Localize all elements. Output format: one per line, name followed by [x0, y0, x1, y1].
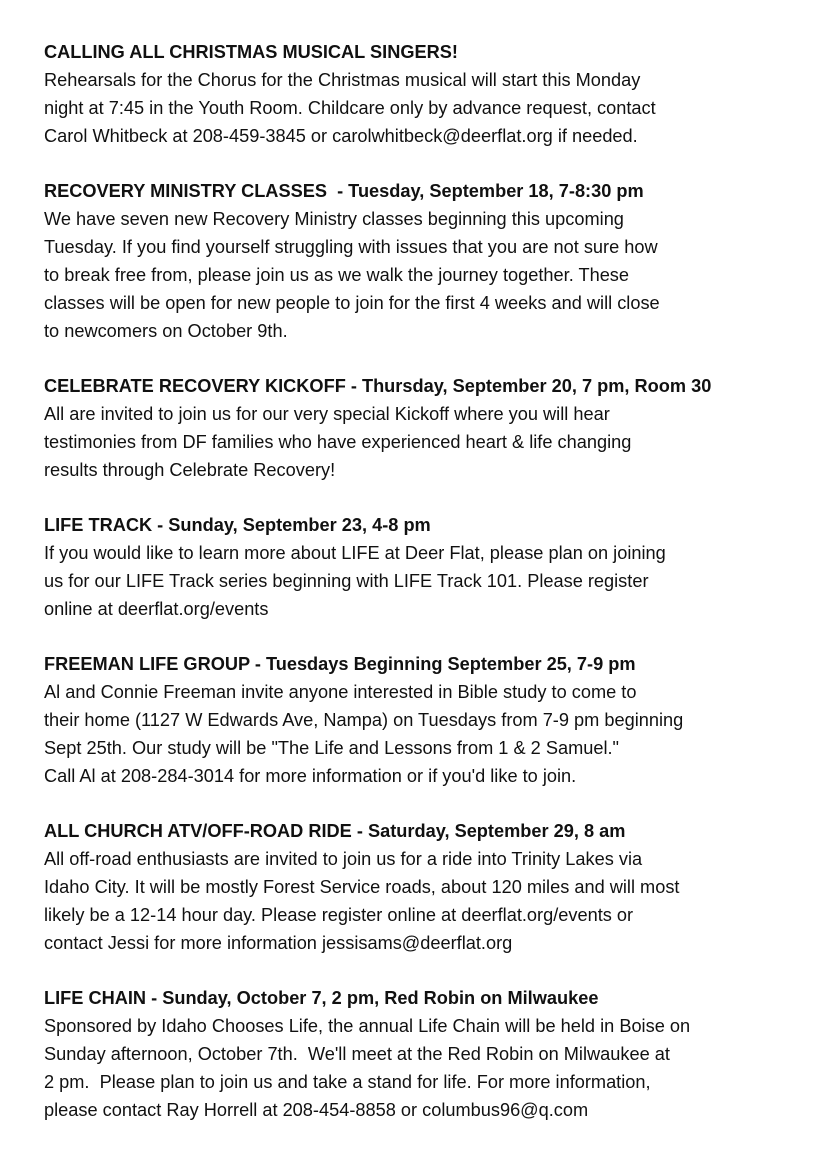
announcement-text-line: All off-road enthusiasts are invited to join us for a ride into Trinity Lakes via [44, 849, 643, 869]
announcement-text-line: Al and Connie Freeman invite anyone interested in Bible study to come to [44, 682, 637, 702]
announcement-text-line: Sunday afternoon, October 7th. We'll meet at the Red Robin on Milwaukee at [44, 1044, 670, 1064]
announcements-page [44, 38, 804, 1151]
announcement-text-line: 2 pm. Please plan to join us and take a stand for life. For more information, [44, 1072, 651, 1092]
announcement-celebrate-recovery [44, 372, 804, 484]
announcement-text-line: Rehearsals for the Chorus for the Christmas musical will start this Monday [44, 70, 641, 90]
announcement-text-line: Idaho City. It will be mostly Forest Service roads, about 120 miles and will most [44, 877, 680, 897]
announcement-heading: LIFE CHAIN - Sunday, October 7, 2 pm, Red Robin on Milwaukee [44, 988, 599, 1008]
announcement-recovery-ministry [44, 177, 804, 345]
announcement-life-track [44, 511, 804, 623]
announcement-text-line: likely be a 12-14 hour day. Please register online at deerflat.org/events or [44, 905, 634, 925]
announcement-text-line: Carol Whitbeck at 208-459-3845 or carolwhitbeck@deerflat.org if needed. [44, 126, 638, 146]
announcement-heading: CELEBRATE RECOVERY KICKOFF - Thursday, September 20, 7 pm, Room 30 [44, 376, 712, 396]
announcement-heading: RECOVERY MINISTRY CLASSES - Tuesday, September 18, 7-8:30 pm [44, 181, 644, 201]
announcement-text-line: Sept 25th. Our study will be "The Life and Lessons from 1 & 2 Samuel." [44, 738, 620, 758]
announcement-text-line: their home (1127 W Edwards Ave, Nampa) on Tuesdays from 7-9 pm beginning [44, 710, 684, 730]
announcement-heading: ALL CHURCH ATV/OFF-ROAD RIDE - Saturday, September 29, 8 am [44, 821, 626, 841]
announcement-life-chain [44, 984, 804, 1124]
announcement-atv-ride [44, 817, 804, 957]
announcement-heading: FREEMAN LIFE GROUP - Tuesdays Beginning September 25, 7-9 pm [44, 654, 636, 674]
announcement-text-line: contact Jessi for more information jessisams@deerflat.org [44, 933, 513, 953]
announcement-heading: LIFE TRACK - Sunday, September 23, 4-8 pm [44, 515, 431, 535]
announcement-text-line: testimonies from DF families who have experienced heart & life changing [44, 432, 632, 452]
announcement-freeman-life-group [44, 650, 804, 790]
announcement-text-line: All are invited to join us for our very special Kickoff where you will hear [44, 404, 610, 424]
announcement-text-line: to break free from, please join us as we walk the journey together. These [44, 265, 630, 285]
announcement-text-line: night at 7:45 in the Youth Room. Childcare only by advance request, contact [44, 98, 656, 118]
announcement-heading: CALLING ALL CHRISTMAS MUSICAL SINGERS! [44, 42, 458, 62]
announcement-text-line: to newcomers on October 9th. [44, 321, 288, 341]
announcement-text-line: If you would like to learn more about LIFE at Deer Flat, please plan on joining [44, 543, 666, 563]
announcement-text-line: We have seven new Recovery Ministry classes beginning this upcoming [44, 209, 624, 229]
announcement-text-line: Sponsored by Idaho Chooses Life, the annual Life Chain will be held in Boise on [44, 1016, 691, 1036]
announcement-text-line: classes will be open for new people to join for the first 4 weeks and will close [44, 293, 660, 313]
announcement-christmas-musical [44, 38, 804, 150]
announcement-text-line: us for our LIFE Track series beginning with LIFE Track 101. Please register [44, 571, 649, 591]
announcement-text-line: Call Al at 208-284-3014 for more information or if you'd like to join. [44, 766, 577, 786]
announcement-text-line: please contact Ray Horrell at 208-454-8858 or columbus96@q.com [44, 1100, 589, 1120]
announcement-text-line: online at deerflat.org/events [44, 599, 269, 619]
announcement-text-line: Tuesday. If you find yourself struggling with issues that you are not sure how [44, 237, 658, 257]
announcement-text-line: results through Celebrate Recovery! [44, 460, 336, 480]
